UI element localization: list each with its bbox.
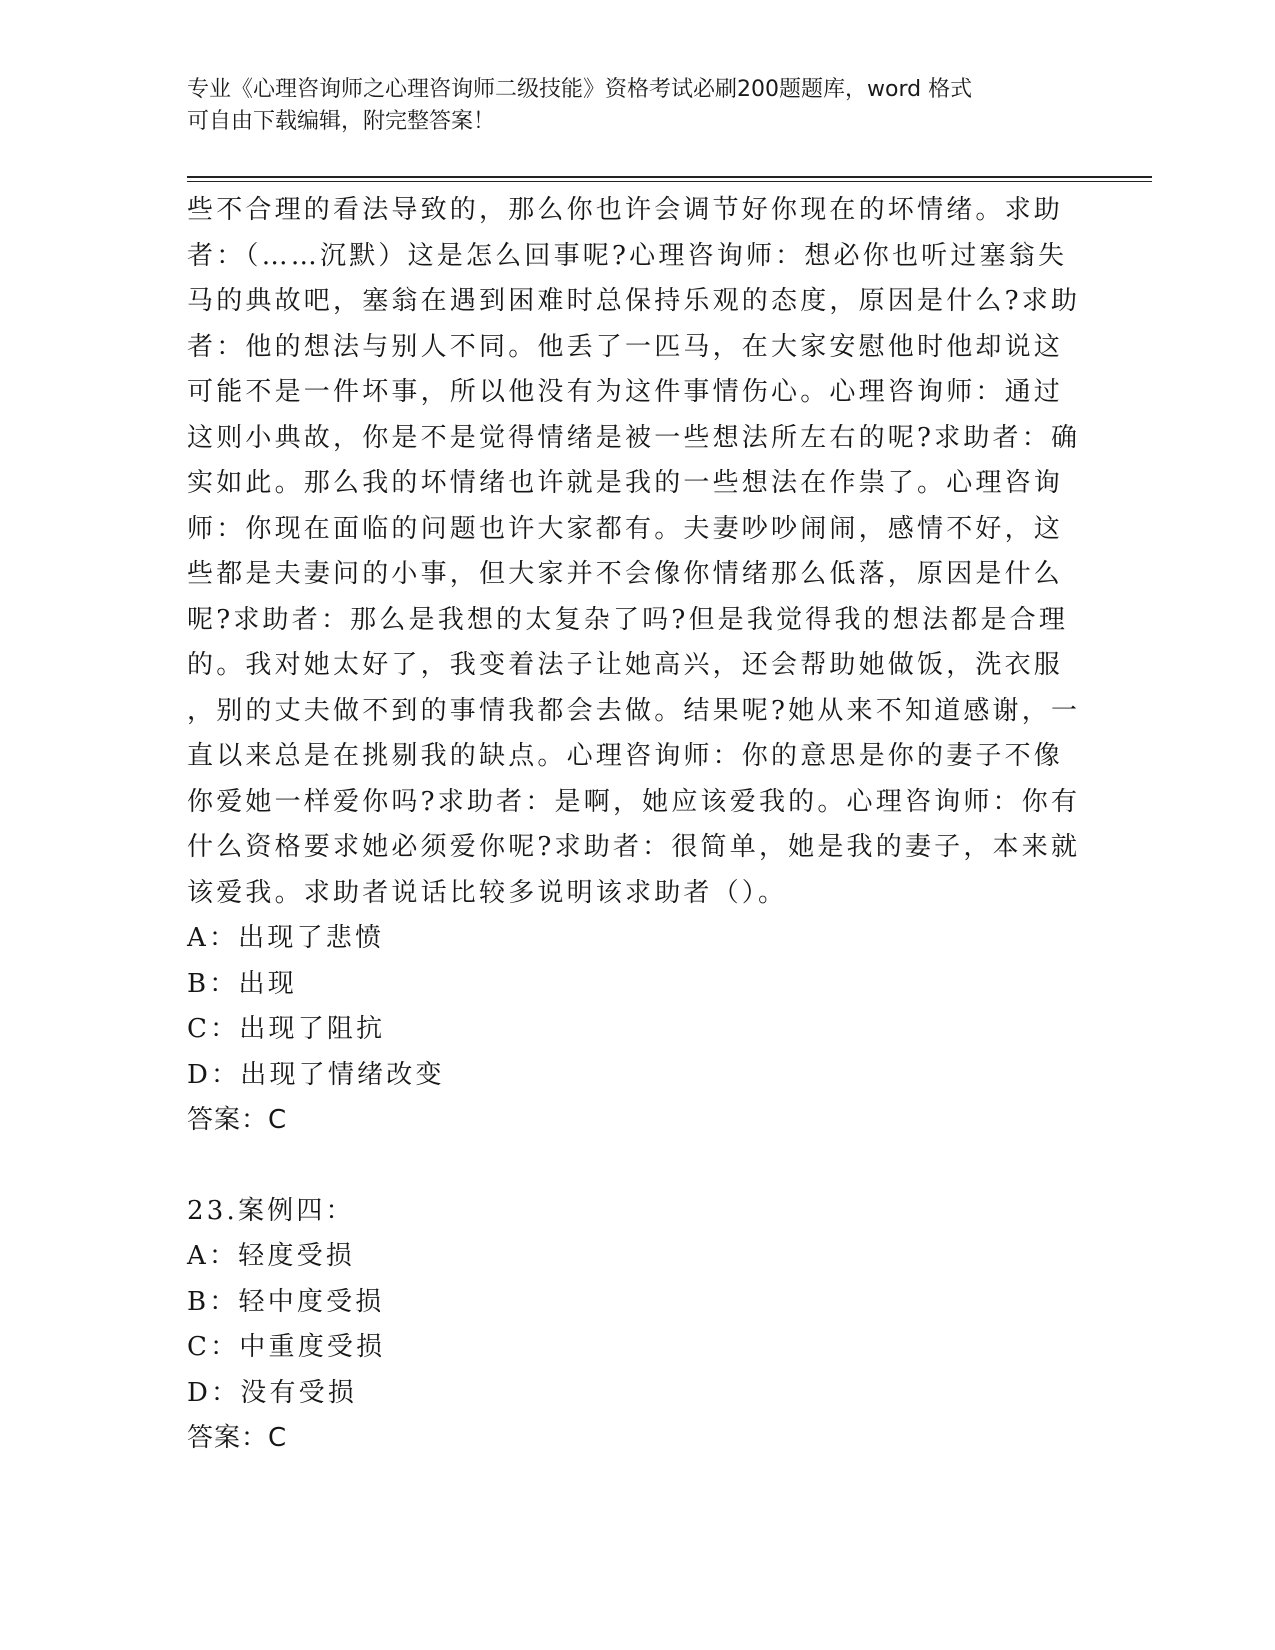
passage-line: 可能不是一件坏事，所以他没有为这件事情伤心。心理咨询师：通过	[187, 377, 1064, 407]
passage-line: 什么资格要求她必须爱你呢?求助者：很简单，她是我的妻子，本来就	[187, 832, 1081, 862]
passage-line: 者：他的想法与别人不同。他丢了一匹马，在大家安慰他时他却说这	[187, 331, 1064, 362]
passage-line: 该爱我。求助者说话比较多说明该求助者（）。	[187, 877, 788, 908]
option-c: C：中重度受损	[187, 1332, 386, 1362]
passage-line: 你爱她一样爱你吗?求助者：是啊，她应该爱我的。心理咨询师：你有	[187, 786, 1081, 817]
header-divider-thick	[187, 176, 1152, 178]
document-header	[187, 74, 1067, 138]
passage-line: 呢?求助者：那么是我想的太复杂了吗?但是我觉得我的想法都是合理	[187, 604, 1069, 635]
passage-line: 些都是夫妻问的小事，但大家并不会像你情绪那么低落，原因是什么	[187, 559, 1064, 589]
answer-line: 答案：C	[187, 1105, 288, 1135]
passage-line: 者：（……沉默）这是怎么回事呢?心理咨询师：想必你也听过塞翁失	[187, 240, 1068, 271]
answer-line: 答案：C	[187, 1423, 288, 1453]
passage-line: ，别的丈夫做不到的事情我都会去做。结果呢?她从来不知道感谢，一	[187, 695, 1081, 726]
question-23-title: 23.案例四：	[187, 1195, 355, 1226]
option-a: A：出现了悲愤	[187, 923, 385, 953]
option-b: B：出现	[187, 968, 297, 999]
passage-line: 的。我对她太好了，我变着法子让她高兴，还会帮助她做饭，洗衣服	[187, 650, 1064, 680]
header-title-line-1: 专业《心理咨询师之心理咨询师二级技能》资格考试必刷200题题库，word 格式	[187, 77, 973, 102]
passage-line: 直以来总是在挑剔我的缺点。心理咨询师：你的意思是你的妻子不像	[187, 741, 1064, 771]
passage-line: 师：你现在面临的问题也许大家都有。夫妻吵吵闹闹，感情不好，这	[187, 513, 1064, 544]
header-divider-thin	[187, 181, 1152, 182]
passage-line: 实如此。那么我的坏情绪也许就是我的一些想法在作祟了。心理咨询	[187, 468, 1064, 498]
passage-line: 些不合理的看法导致的，那么你也许会调节好你现在的坏情绪。求助	[187, 195, 1064, 225]
option-d: D：出现了情绪改变	[187, 1059, 445, 1090]
option-c: C：出现了阻抗	[187, 1014, 386, 1044]
option-b: B：轻中度受损	[187, 1286, 385, 1317]
header-title-line-2: 可自由下载编辑，附完整答案！	[187, 109, 496, 134]
passage-line: 马的典故吧，塞翁在遇到困难时总保持乐观的态度，原因是什么?求助	[187, 286, 1081, 316]
document-body	[187, 188, 1087, 1462]
spacer	[187, 1144, 1087, 1189]
option-d: D：没有受损	[187, 1377, 358, 1408]
passage-line: 这则小典故，你是不是觉得情绪是被一些想法所左右的呢?求助者：确	[187, 422, 1081, 453]
option-a: A：轻度受损	[187, 1241, 355, 1271]
